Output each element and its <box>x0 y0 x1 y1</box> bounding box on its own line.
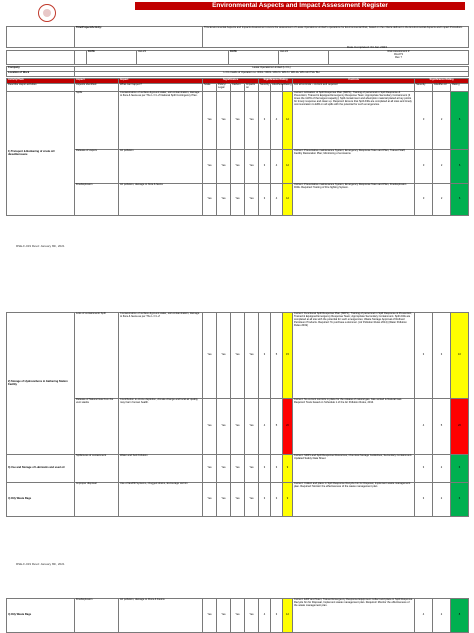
impact-cell: Contamination of surface &ground water, soil contamination, damage to flora & fauna as per The L O L Z National Spill Contingency Plan. <box>119 92 203 150</box>
severity-2-cell: 3 <box>415 455 433 483</box>
revision: Rev 7 <box>395 55 402 59</box>
controls-cell: Current: No current controls in place for the release of natural gas. Gas vented is Natural Gas. Required: Tests based on Schedule 1 of the Air Pollution Rules, 2014 <box>293 399 415 455</box>
likelihood-2-cell: 2 <box>433 599 451 633</box>
severity-2-cell: 4 <box>415 399 433 455</box>
scale-cell: Yes <box>203 455 217 483</box>
impacts-cell: Yes <box>245 92 259 150</box>
col-activity: Activity/Task <box>7 79 75 84</box>
severity-cell: 4 <box>259 599 271 633</box>
rating-cell: 12 <box>283 599 293 633</box>
likelihood-2-cell: 5 <box>433 399 451 455</box>
aspect-cell: Spills <box>75 92 119 150</box>
impacts-cell: Yes <box>245 483 259 517</box>
table-row <box>7 150 469 184</box>
controls-cell: Current: Activation of Spill Response Plan (SRP1); Training of personnel in Spill Response & Prevention; Trained & Equipped Emergency Response Team; Appropriate Secondary Containment (3 times the 110% of the largest capacity); Spill containment and absorption material placed at key points for timely response and clean up. Required: Ensure that Spill drills are completed at all sites and timely communication to EPA on all spills with the potential for such emergencies. <box>293 92 415 150</box>
scale-cell: Yes <box>203 483 217 517</box>
page-1 <box>0 0 474 250</box>
likelihood-2-cell: 2 <box>433 150 451 184</box>
controls-cell: Current: Functional Spill Response Plan (SRP1); Training of personnel in Spill Response & Prevention; Trained & Equipped Emergency Response Team; Appropriate Secondary Containment. Spill drills are completed at all site with the potential for such emergencies; Waste Storage Approval of Refined Petroleum Products. Required: To purchase a skimmer. (Air Pollution Rules 2014) (Water Pollution Rules 2019) <box>293 313 415 399</box>
severity-cell: 3 <box>259 150 271 184</box>
severity-cell: 3 <box>259 455 271 483</box>
likelihood-cell: 4 <box>271 184 283 216</box>
controls-cell: Current: Collect and place in Spill Response Recycle bin for Disposal, Implement waste management plan. Required: Monitor the effectiveness of the waste management plan <box>293 483 415 517</box>
col-policy: Policy/ Legal <box>217 84 231 92</box>
col-controls: Controls <box>293 79 415 84</box>
rating-2-cell: 6 <box>451 483 469 517</box>
likelihood-2-cell: 2 <box>433 184 451 216</box>
location-label: Location of Work <box>7 72 75 77</box>
impacts-cell: Yes <box>245 455 259 483</box>
date-2: Jan-24 <box>279 51 329 65</box>
col-significance: Significance <box>203 79 259 84</box>
table-row <box>7 92 469 150</box>
carbon-cell: Yes <box>231 184 245 216</box>
severity-cell: 4 <box>259 399 271 455</box>
scale-cell: Yes <box>203 599 217 633</box>
impact-cell: Use of landfill Systems, Clogged drains, Encourage vermin <box>119 483 203 517</box>
activity-cell: 1) Transport & Bunkering of crude oil/ diesel/kerosene <box>7 92 75 216</box>
rating-cell: 20 <box>283 399 293 455</box>
rating-cell: 12 <box>283 150 293 184</box>
company-label: Company <box>7 67 75 72</box>
col-sig-rating: Significance Rating <box>259 79 293 84</box>
policy-cell: Yes <box>217 599 231 633</box>
severity-cell: 3 <box>259 313 271 399</box>
register-title: Environmental Aspects and Impact Assessment Register <box>135 2 465 10</box>
table-row <box>7 599 469 633</box>
policy-cell: Yes <box>217 313 231 399</box>
activity-cell: 4) Oily Waste Rags <box>7 483 75 517</box>
col-likelihood-2: Likeliho od <box>433 84 451 92</box>
col-scale: Scale <box>203 84 217 92</box>
col-rating: Rating <box>283 84 293 92</box>
rating-cell: 9 <box>283 483 293 517</box>
aspect-cell: Fire/Explosion <box>75 599 119 633</box>
rating-cell: 15 <box>283 313 293 399</box>
impact-cell: Water and Soil Pollution <box>119 455 203 483</box>
impacts-cell: Yes <box>245 313 259 399</box>
likelihood-cell: 5 <box>271 399 283 455</box>
severity-2-cell: 3 <box>415 184 433 216</box>
page-footer: RSE-F-019 Revd: January 8th, 2021 <box>16 244 65 248</box>
severity-2-cell: 3 <box>415 483 433 517</box>
header-table <box>6 26 469 48</box>
col-aspects-identified: Aspects identified <box>75 84 119 92</box>
likelihood-cell: 3 <box>271 455 283 483</box>
intro-text: This Environmental Aspects and Impacts Assessment covers the assessment of Lease Operations Limited's operations for Environmental Risk, based on the criteria defined in the Environmental Aspects and Impact Procedure. <box>203 27 469 48</box>
scale-cell: Yes <box>203 92 217 150</box>
impact-cell: Contamination of surface &ground water, soil contamination, damage to flora & fauna as per The L O L Z <box>119 313 203 399</box>
severity-cell: 3 <box>259 483 271 517</box>
rating-2-cell: 10 <box>451 313 469 399</box>
policy-cell: Yes <box>217 150 231 184</box>
scale-cell: Yes <box>203 313 217 399</box>
title-label: Title/Project/Activity: <box>75 27 203 48</box>
location-value: L.O.L Fields of Operation i.e. WD1 / WD3 / WD-5 / WD-6 / WD-11/ WD-12/ PS1/ BH <box>75 72 469 77</box>
rating-2-cell: 6 <box>451 184 469 216</box>
rating-2-cell: 6 <box>451 92 469 150</box>
severity-cell: 3 <box>259 92 271 150</box>
policy-cell: Yes <box>217 483 231 517</box>
aspect-cell: Fire/Explosion <box>75 184 119 216</box>
likelihood-cell: 3 <box>271 483 283 517</box>
likelihood-cell: 4 <box>271 92 283 150</box>
impacts-cell: Yes <box>245 150 259 184</box>
table-row <box>7 399 469 455</box>
carbon-cell: Yes <box>231 599 245 633</box>
activity-cell: 2) Storage of Hydrocarbons in Gathering Station Facility <box>7 313 75 455</box>
carbon-cell: Yes <box>231 150 245 184</box>
date-label-1: DATE <box>87 51 137 65</box>
aspect-cell: Release of vapors <box>75 150 119 184</box>
impact-cell: Air pollution <box>119 150 203 184</box>
page-3 <box>0 598 474 632</box>
register-table-page-1 <box>6 78 469 216</box>
rating-2-cell: 20 <box>451 399 469 455</box>
policy-cell: Yes <box>217 92 231 150</box>
col-list-controls: List all controls – current and required <box>293 84 415 92</box>
policy-cell: Yes <box>217 455 231 483</box>
table-row <box>7 184 469 216</box>
page-footer: RSE-F-019 Revd: January 8th, 2021 <box>16 562 65 566</box>
register-table-page-2 <box>6 312 469 517</box>
carbon-cell: Yes <box>231 455 245 483</box>
scale-cell: Yes <box>203 150 217 184</box>
date-completed: Date Completed: 04 Jan 2023 <box>347 45 387 49</box>
col-impacts: Impacts on <box>245 84 259 92</box>
likelihood-cell: 3 <box>271 599 283 633</box>
severity-2-cell: 3 <box>415 150 433 184</box>
scale-cell: Yes <box>203 184 217 216</box>
risk-assessment-label: Risk Assessment # <box>387 50 410 53</box>
policy-cell: Yes <box>217 399 231 455</box>
col-severity-2: Severity <box>415 84 433 92</box>
carbon-cell: Yes <box>231 483 245 517</box>
impact-cell: Air pollution, damage to flora & fauna <box>119 184 203 216</box>
col-describe: Describe steps/ activities <box>7 84 75 92</box>
aspect-cell: Loss of containment/ Spill <box>75 313 119 399</box>
col-aspect: Aspect <box>75 79 119 84</box>
rating-2-cell: 6 <box>451 150 469 184</box>
carbon-cell: Yes <box>231 399 245 455</box>
rating-2-cell: 8 <box>451 599 469 633</box>
aspect-cell: Improper disposal <box>75 483 119 517</box>
impacts-cell: Yes <box>245 184 259 216</box>
col-sig-rating-2: Significance Rating <box>415 79 469 84</box>
aspect-cell: Release of Natural Gas from the vent stacks <box>75 399 119 455</box>
table-row <box>7 455 469 483</box>
likelihood-2-cell: 2 <box>433 455 451 483</box>
col-carbon: Carbon <box>231 84 245 92</box>
likelihood-cell: 5 <box>271 313 283 399</box>
ra-number: RA-073 <box>394 52 403 56</box>
severity-2-cell: 4 <box>415 599 433 633</box>
carbon-cell: Yes <box>231 92 245 150</box>
likelihood-2-cell: 2 <box>433 92 451 150</box>
likelihood-2-cell: 3 <box>433 313 451 399</box>
register-table-page-3 <box>6 598 469 633</box>
col-impact: Impact <box>119 79 203 84</box>
date-1: Jan-23 <box>137 51 229 65</box>
company-table <box>6 66 469 77</box>
activity-cell: 3) Use and Storage of Lubricants and used oil <box>7 455 75 483</box>
rating-cell: 12 <box>283 184 293 216</box>
controls-cell: Current: ERP and Team; Trained Emergency Response Equipment Collect and place in Spill Response Recycle bin for Disposal, Implement waste management plan. Required: Monitor the effectiveness of the waste management plan. <box>293 599 415 633</box>
rating-2-cell: 6 <box>451 455 469 483</box>
impacts-cell: Yes <box>245 599 259 633</box>
rating-cell: 12 <box>283 92 293 150</box>
controls-cell: Current: Preventative maintenance System, Emergency Response Team and Plan, Fire/Explosion Drills. Required: Testing of Fire fighting System. <box>293 184 415 216</box>
col-rating-2: Rating <box>451 84 469 92</box>
severity-cell: 3 <box>259 184 271 216</box>
likelihood-2-cell: 2 <box>433 483 451 517</box>
page-2 <box>0 300 474 620</box>
impact-cell: Air pollution, damage to Flora & Fauna <box>119 599 203 633</box>
aspect-cell: Spills/Loss of containment <box>75 455 119 483</box>
table-row <box>7 483 469 517</box>
col-what-happen: What can happen? <box>119 84 203 92</box>
severity-2-cell: 3 <box>415 313 433 399</box>
company-logo-icon <box>38 4 56 22</box>
likelihood-cell: 4 <box>271 150 283 184</box>
header-date-table <box>6 50 469 65</box>
date-label-2: DATE <box>229 51 279 65</box>
controls-cell: Current: SRP1 and Spill Response Resources; Chemical Storage Guidelines; Secondary Containment. Updated Safety Data Sheet <box>293 455 415 483</box>
company-value: Lease Operations Limited (L.O.L) <box>75 67 469 72</box>
carbon-cell: Yes <box>231 313 245 399</box>
controls-cell: Current: Preventative maintenance System; Emergency Response Team and Plan; Trained Staff, Facility Restoration Plan; Monitoring of emissions <box>293 150 415 184</box>
policy-cell: Yes <box>217 184 231 216</box>
rating-cell: 9 <box>283 455 293 483</box>
table-row <box>7 313 469 399</box>
col-likelihood: Likelihood <box>271 84 283 92</box>
impacts-cell: Yes <box>245 399 259 455</box>
scale-cell: Yes <box>203 399 217 455</box>
impact-cell: Contribution to ozone depletion, climate change and local air quality, may harm human health. <box>119 399 203 455</box>
activity-cell: 4) Oily Waste Rags <box>7 599 75 633</box>
col-severity: Severity <box>259 84 271 92</box>
severity-2-cell: 3 <box>415 92 433 150</box>
